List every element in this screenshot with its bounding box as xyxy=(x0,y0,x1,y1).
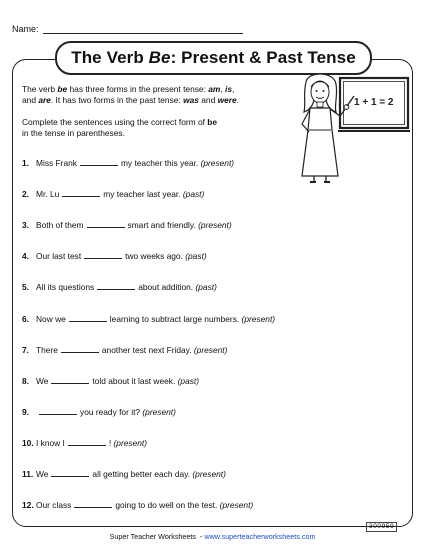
question-text-after: about addition. xyxy=(138,282,194,293)
question-3 xyxy=(22,220,232,230)
question-text-before: I know I xyxy=(36,437,65,448)
directions-t1: Complete the sentences using the correct form of xyxy=(22,117,208,127)
question-number: 4. xyxy=(22,251,29,262)
question-tense: (present) xyxy=(198,220,232,231)
answer-blank[interactable] xyxy=(84,251,122,259)
intro-t3: . It has two forms in the past tense: xyxy=(50,95,184,105)
intro-and: and xyxy=(22,95,39,105)
question-text-before: Miss Frank xyxy=(36,158,77,168)
question-tense: (past) xyxy=(177,375,200,386)
title-part-2: Be xyxy=(148,48,171,67)
question-text-before: Mr. Lu xyxy=(36,189,60,200)
teacher-illustration xyxy=(290,72,412,184)
question-text-before: All its questions xyxy=(36,282,95,293)
question-text-before: Our last test xyxy=(36,251,82,262)
question-number: 5. xyxy=(22,282,29,293)
name-row xyxy=(12,24,243,34)
question-number: 10. xyxy=(22,437,34,448)
intro-be: be xyxy=(57,84,68,94)
question-tense: (present) xyxy=(142,406,176,417)
question-12 xyxy=(22,500,253,510)
question-text-after: going to do well on the test. xyxy=(115,500,218,511)
answer-blank[interactable] xyxy=(87,220,125,228)
intro-are: are xyxy=(38,95,51,105)
question-number: 2. xyxy=(22,189,29,200)
intro-t2: has three forms in the present tense: xyxy=(67,84,209,94)
question-10 xyxy=(22,438,147,448)
question-1 xyxy=(22,158,234,168)
question-4 xyxy=(22,251,207,261)
question-text-after: two weeks ago. xyxy=(125,251,183,262)
intro-text xyxy=(22,84,272,106)
question-text-after: my teacher last year. xyxy=(103,189,181,200)
intro-c2: , xyxy=(232,84,235,94)
question-tense: (present) xyxy=(241,313,276,324)
question-text-after: learning to subtract large numbers. xyxy=(109,313,240,324)
question-tense: (present) xyxy=(200,158,235,168)
question-text-after: told about it last week. xyxy=(92,375,176,386)
name-label: Name: xyxy=(12,24,39,34)
question-6 xyxy=(22,314,275,324)
intro-t4: and xyxy=(198,95,218,105)
question-tense: (present) xyxy=(193,344,228,355)
question-tense: (present) xyxy=(113,437,148,448)
question-text-before: We xyxy=(36,469,49,479)
question-number: 11. xyxy=(22,469,34,479)
footer-text: Super Teacher Worksheets - xyxy=(109,532,205,541)
intro-is: is xyxy=(225,84,232,94)
directions-be: be xyxy=(207,117,218,127)
intro-t5: . xyxy=(236,95,239,105)
question-text-after: you ready for it? xyxy=(80,406,141,417)
question-tense: (past) xyxy=(185,251,207,262)
question-text-before: Both of them xyxy=(36,220,84,231)
footer-url[interactable]: www.superteacherworksheets.com xyxy=(204,532,316,541)
title-part-3: : Present & Past Tense xyxy=(170,48,356,67)
intro-were: were xyxy=(217,95,237,105)
question-2 xyxy=(22,189,204,199)
answer-blank[interactable] xyxy=(39,407,77,415)
answer-blank[interactable] xyxy=(51,469,89,477)
directions-t2: in the tense in parentheses. xyxy=(22,128,125,138)
question-number: 12. xyxy=(22,500,34,511)
question-8 xyxy=(22,376,199,386)
question-text-after: smart and friendly. xyxy=(127,220,196,231)
question-text-before: There xyxy=(36,344,58,355)
question-text-after: another test next Friday. xyxy=(101,344,192,355)
question-text-before: Our class xyxy=(36,500,72,511)
answer-blank[interactable] xyxy=(51,376,89,384)
answer-blank[interactable] xyxy=(61,345,99,353)
name-field[interactable] xyxy=(43,24,243,34)
board-equation: 1 + 1 = 2 xyxy=(354,97,394,108)
answer-blank[interactable] xyxy=(62,189,100,197)
question-5 xyxy=(22,282,217,292)
question-9 xyxy=(22,407,176,417)
question-text-before: We xyxy=(36,375,49,386)
directions-text xyxy=(22,117,282,139)
question-11 xyxy=(22,469,226,479)
answer-blank[interactable] xyxy=(68,438,106,446)
question-number: 1. xyxy=(22,158,29,168)
intro-t1: The verb xyxy=(22,84,58,94)
question-number: 6. xyxy=(22,313,29,324)
question-text-before: Now we xyxy=(36,313,66,324)
question-tense: (present) xyxy=(192,469,226,479)
worksheet-title xyxy=(55,41,372,75)
question-text-after: my teacher this year. xyxy=(120,158,199,168)
question-number: 9. xyxy=(22,406,29,417)
answer-blank[interactable] xyxy=(80,158,118,166)
question-number: 3. xyxy=(22,220,29,231)
intro-c1: , xyxy=(220,84,225,94)
question-tense: (past) xyxy=(195,282,217,293)
question-tense: (past) xyxy=(182,189,205,200)
question-number: 7. xyxy=(22,344,29,355)
question-7 xyxy=(22,345,227,355)
answer-blank[interactable] xyxy=(74,500,112,508)
worksheet-code: 300959 xyxy=(366,522,397,532)
question-text-after: all getting better each day. xyxy=(92,469,191,479)
question-text-after: ! xyxy=(108,437,112,448)
intro-was: was xyxy=(183,95,199,105)
answer-blank[interactable] xyxy=(97,282,135,290)
footer xyxy=(0,532,425,541)
question-number: 8. xyxy=(22,375,29,386)
intro-am: am xyxy=(208,84,221,94)
answer-blank[interactable] xyxy=(69,314,107,322)
title-part-1: The Verb xyxy=(71,48,149,67)
question-tense: (present) xyxy=(219,500,254,511)
